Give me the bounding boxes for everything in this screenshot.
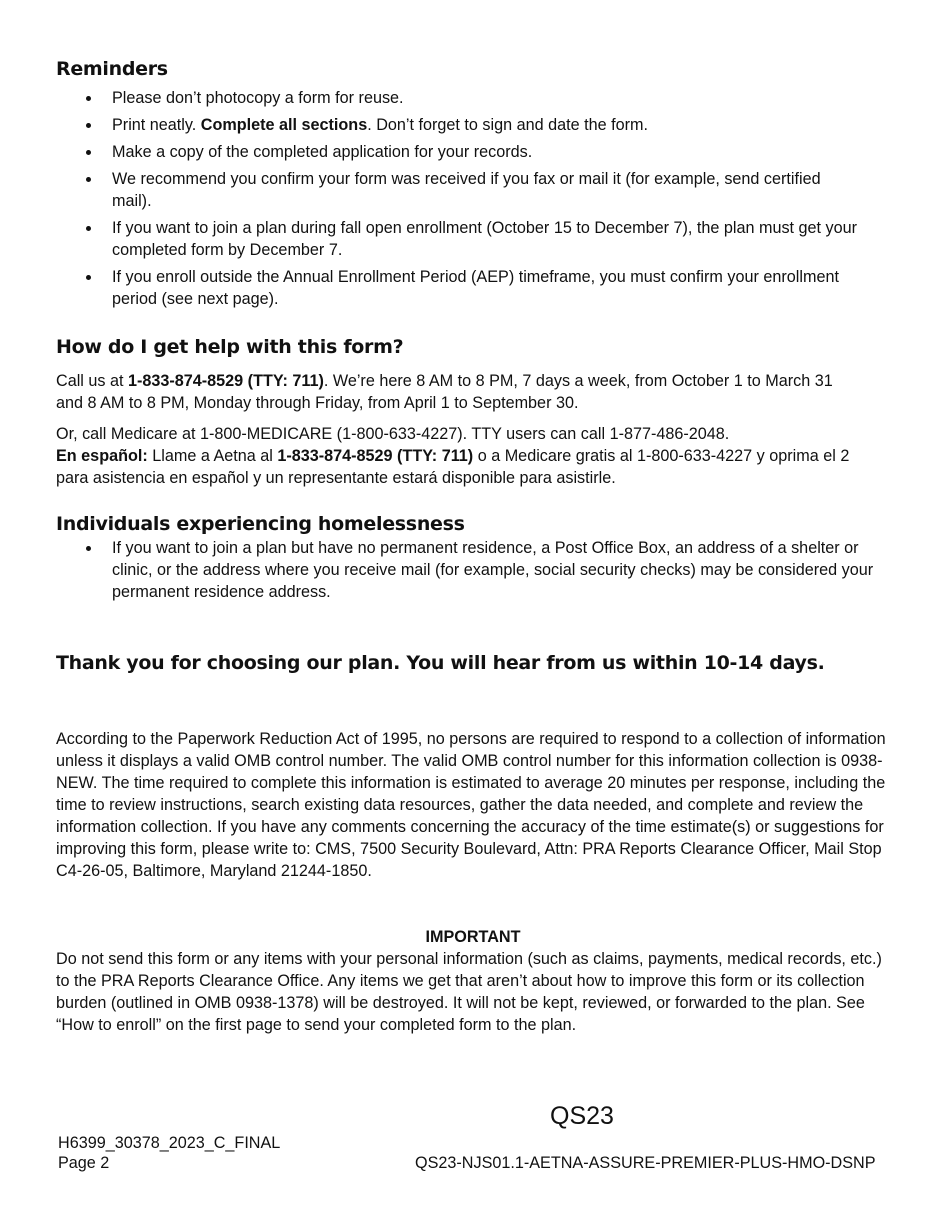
footer-left: [58, 1133, 280, 1173]
phone-number: 1-833-874-8529 (TTY: 711): [127, 372, 324, 390]
list-item: If you want to join a plan but have no permanent residence, a Post Office Box, an address of a shelter or clinic, or the address where you receive mail (for example, social security checks) may be considered your permanent residence address.: [56, 537, 890, 603]
qs-label: QS23: [550, 1102, 614, 1130]
help-medicare-paragraph: Or, call Medicare at 1-800-MEDICARE (1-800-633-4227). TTY users can call 1-877-486-2048. En español: Llame a Aetna al 1-833-874-8529 (TTY: 711) o a Medicare gratis al 1-800-633-4227 y oprima el 2 para asistencia en español y un representante estará disponible para asistirle.: [56, 423, 890, 489]
bullet-icon: [86, 123, 91, 128]
page-number: Page 2: [58, 1154, 110, 1172]
important-heading: IMPORTANT: [425, 928, 521, 946]
list-item: If you want to join a plan during fall open enrollment (October 15 to December 7), the plan must get your completed form by December 7.: [56, 217, 890, 261]
homeless-heading: Individuals experiencing homelessness: [56, 513, 465, 535]
reminders-heading: Reminders: [56, 58, 168, 80]
list-item: Please don’t photocopy a form for reuse.: [56, 87, 890, 109]
plan-code: QS23-NJS01.1-AETNA-ASSURE-PREMIER-PLUS-HMO-DSNP: [415, 1154, 876, 1172]
homeless-list: [56, 537, 890, 603]
list-item: If you enroll outside the Annual Enrollment Period (AEP) timeframe, you must confirm your enrollment period (see next page).: [56, 266, 890, 310]
espanol-paragraph: En español: Llame a Aetna al 1-833-874-8529 (TTY: 711) o a Medicare gratis al 1-800-633-4227 y oprima el 2 para asistencia en español y un representante estará disponible para asistirle.: [56, 447, 850, 487]
pra-paragraph: According to the Paperwork Reduction Act of 1995, no persons are required to respond to a collection of information unless it displays a valid OMB control number. The valid OMB control number for this information collection is 0938-NEW. The time required to complete this information is estimated to average 20 minutes per response, including the time to review instructions, search existing data resources, gather the data needed, and complete and review the information collection. If you have any comments concerning the accuracy of the time estimate(s) or suggestions for improving this form, please write to: CMS, 7500 Security Boulevard, Attn: PRA Reports Clearance Officer, Mail Stop C4-26-05, Baltimore, Maryland 21244-1850.: [56, 730, 886, 880]
thank-you-message: Thank you for choosing our plan. You will hear from us within 10-14 days.: [56, 652, 825, 674]
bullet-icon: [86, 226, 91, 231]
help-call-paragraph: Call us at 1-833-874-8529 (TTY: 711). We’re here 8 AM to 8 PM, 7 days a week, from October 1 to March 31 and 8 AM to 8 PM, Monday through Friday, from April 1 to September 30.: [56, 372, 833, 412]
reminders-list: [56, 87, 890, 310]
list-item: We recommend you confirm your form was received if you fax or mail it (for example, send certified mail).: [56, 168, 890, 212]
bullet-icon: [86, 96, 91, 101]
bullet-icon: [86, 150, 91, 155]
bullet-icon: [86, 177, 91, 182]
help-heading: How do I get help with this form?: [56, 336, 404, 358]
list-item: Print neatly. Complete all sections. Don’t forget to sign and date the form.: [56, 114, 890, 136]
important-paragraph: Do not send this form or any items with your personal information (such as claims, payments, medical records, etc.) to the PRA Reports Clearance Office. Any items we get that aren’t about how to improve this form or its collection burden (outlined in OMB 0938-1378) will be destroyed. It will not be kept, reviewed, or forwarded to the plan. See “How to enroll” on the first page to send your completed form to the plan.: [56, 950, 882, 1034]
bullet-icon: [86, 275, 91, 280]
bullet-icon: [86, 546, 91, 551]
phone-number: 1-833-874-8529 (TTY: 711): [277, 447, 474, 465]
form-id: H6399_30378_2023_C_FINAL: [58, 1134, 281, 1152]
list-item: Make a copy of the completed application for your records.: [56, 141, 890, 163]
